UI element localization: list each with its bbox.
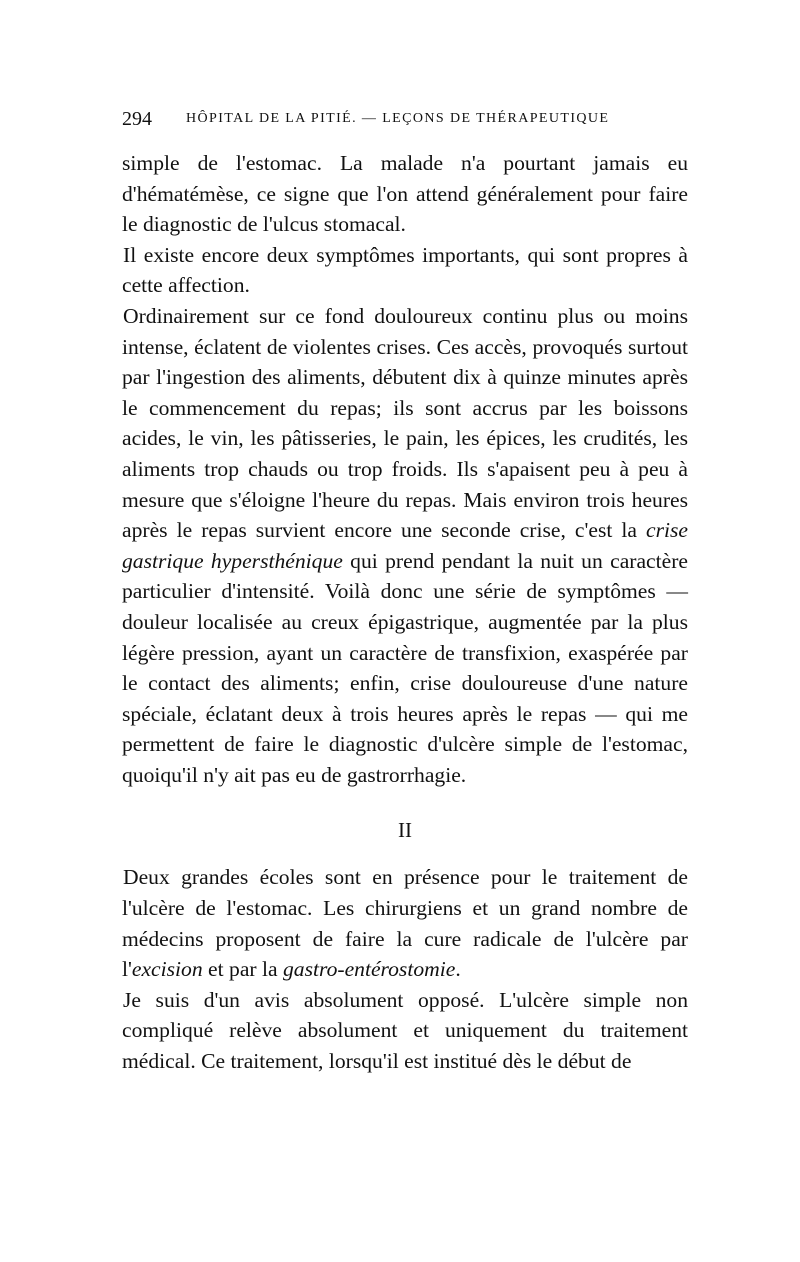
paragraph-3-italic-term: crise gastrique hypersthénique (122, 518, 688, 573)
running-head (122, 108, 688, 148)
paragraph-4-text-a: Deux grandes écoles sont en présence pour le traitement de l'ulcère de l'estomac. Les chirurgiens et un grand nombre de médecins proposent de faire la cure radicale de l'ulcère par l' (122, 865, 688, 982)
paragraph-4-italic-excision: excision (131, 957, 203, 982)
paragraph-4 (122, 862, 688, 984)
paragraph-4-text-c: . (455, 957, 461, 982)
section-heading: II (398, 818, 412, 843)
running-title: HÔPITAL DE LA PITIÉ. — LEÇONS DE THÉRAPEUTIQUE (186, 111, 610, 126)
book-page (122, 108, 688, 1077)
paragraph-5: Je suis d'un avis absolument opposé. L'ulcère simple non compliqué relève absolument et uniquement du traitement médical. Ce traitement, lorsqu'il est institué dès le début de (122, 987, 688, 1074)
paragraph-4-text-b: et par la (202, 957, 283, 982)
body-text (122, 148, 688, 1077)
paragraph-3 (122, 301, 688, 791)
paragraph-1: simple de l'estomac. La malade n'a pourtant jamais eu d'hématémèse, ce signe que l'on attend généralement pour faire le diagnostic de l'ulcus stomacal. (122, 151, 688, 237)
paragraph-3-text-a: Ordinairement sur ce fond douloureux continu plus ou moins intense, éclatent de violentes crises. Ces accès, provoqués surtout par l'ingestion des aliments, débutent dix à quinze minutes après le commencement du repas; ils sont accrus par les boissons acides, le vin, les pâtisseries, le pain, les épices, les crudités, les aliments trop chauds ou trop froids. Ils s'apaisent peu à peu à mesure que s'éloigne l'heure du repas. Mais environ trois heures après le repas survient encore une seconde crise, c'est la (122, 303, 688, 543)
paragraph-2: Il existe encore deux symptômes importants, qui sont propres à cette affection. (122, 242, 688, 298)
page-number: 294 (122, 108, 152, 130)
paragraph-4-italic-gastro: gastro-entérostomie (282, 957, 456, 982)
paragraph-3-text-b: qui prend pendant la nuit un caractère particulier d'intensité. Voilà donc une série de symptômes — douleur localisée au creux épigastrique, augmentée par la plus légère pression, ayant un caractère de transfixion, exaspérée par le contact des aliments; enfin, crise douloureuse d'une nature spéciale, éclatant deux à trois heures après le repas — qui me permettent de faire le diagnostic d'ulcère simple de l'estomac, quoiqu'il n'y ait pas eu de gastrorrhagie. (122, 548, 688, 787)
